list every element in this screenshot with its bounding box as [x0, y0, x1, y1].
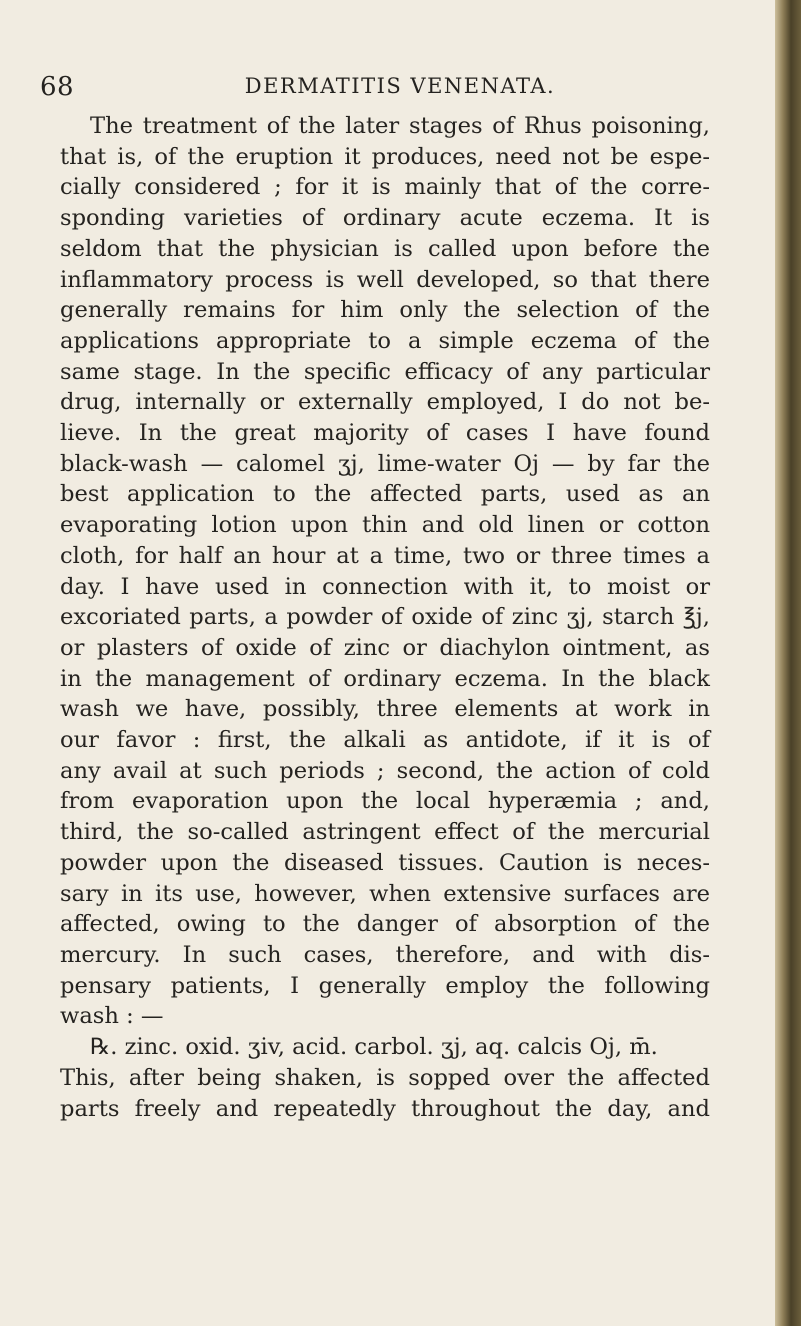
text-line: our favor : first, the alkali as antidote, if it is of: [60, 727, 710, 754]
text-line: affected, owing to the danger of absorption of the: [60, 911, 710, 938]
text-line: wash we have, possibly, three elements at work in: [60, 696, 710, 723]
page-number: 68: [40, 72, 75, 102]
text-line: applications appropriate to a simple eczema of the: [60, 327, 710, 354]
text-line: black-wash — calomel ʒj, lime-water Oj — by far the: [60, 450, 710, 477]
text-line: lieve. In the great majority of cases I have found: [60, 420, 710, 447]
text-line: generally remains for him only the selection of the: [60, 297, 710, 324]
text-line: sary in its use, however, when extensive surfaces are: [60, 880, 710, 907]
text-line: in the management of ordinary eczema. In the black: [60, 665, 710, 692]
text-line: evaporating lotion upon thin and old linen or cotton: [60, 512, 710, 539]
page-header-title: DERMATITIS VENENATA.: [244, 74, 556, 98]
page-edge-shadow: [775, 0, 801, 1326]
text-line: best application to the affected parts, used as an: [60, 481, 710, 508]
text-line: mercury. In such cases, therefore, and with dis-: [60, 941, 710, 968]
text-line: inflammatory process is well developed, so that there: [60, 266, 710, 293]
text-line: drug, internally or externally employed, I do not be-: [60, 389, 710, 416]
text-line: pensary patients, I generally employ the following: [60, 972, 710, 999]
text-line: same stage. In the specific efficacy of any particular: [60, 358, 710, 385]
text-line: day. I have used in connection with it, to moist or: [60, 573, 710, 600]
text-line: This, after being shaken, is sopped over the affected: [60, 1064, 710, 1091]
body-text: [60, 111, 710, 1124]
text-line: cloth, for half an hour at a time, two or three times a: [60, 542, 710, 569]
text-line: sponding varieties of ordinary acute eczema. It is: [60, 205, 710, 232]
text-line: parts freely and repeatedly throughout the day, and: [60, 1095, 710, 1122]
text-line: from evaporation upon the local hyperæmia ; and,: [60, 788, 710, 815]
text-line: cially considered ; for it is mainly that of the corre-: [60, 174, 710, 201]
text-line: that is, of the eruption it produces, need not be espe-: [60, 143, 710, 170]
prescription-line: ℞. zinc. oxid. ʒiv, acid. carbol. ʒj, aq. calcis Oj, m̄.: [90, 1034, 658, 1061]
text-line: any avail at such periods ; second, the action of cold: [60, 757, 710, 784]
text-line: powder upon the diseased tissues. Caution is neces-: [60, 849, 710, 876]
running-head: [40, 72, 760, 112]
text-line: or plasters of oxide of zinc or diachylon ointment, as: [60, 634, 710, 661]
text-line: wash : —: [60, 1003, 164, 1030]
text-line: seldom that the physician is called upon before the: [60, 235, 710, 262]
text-line: The treatment of the later stages of Rhus poisoning,: [90, 113, 710, 139]
text-line: third, the so-called astringent effect of the mercurial: [60, 819, 710, 846]
text-line: excoriated parts, a powder of oxide of zinc ʒj, starch ℥j,: [60, 604, 710, 631]
